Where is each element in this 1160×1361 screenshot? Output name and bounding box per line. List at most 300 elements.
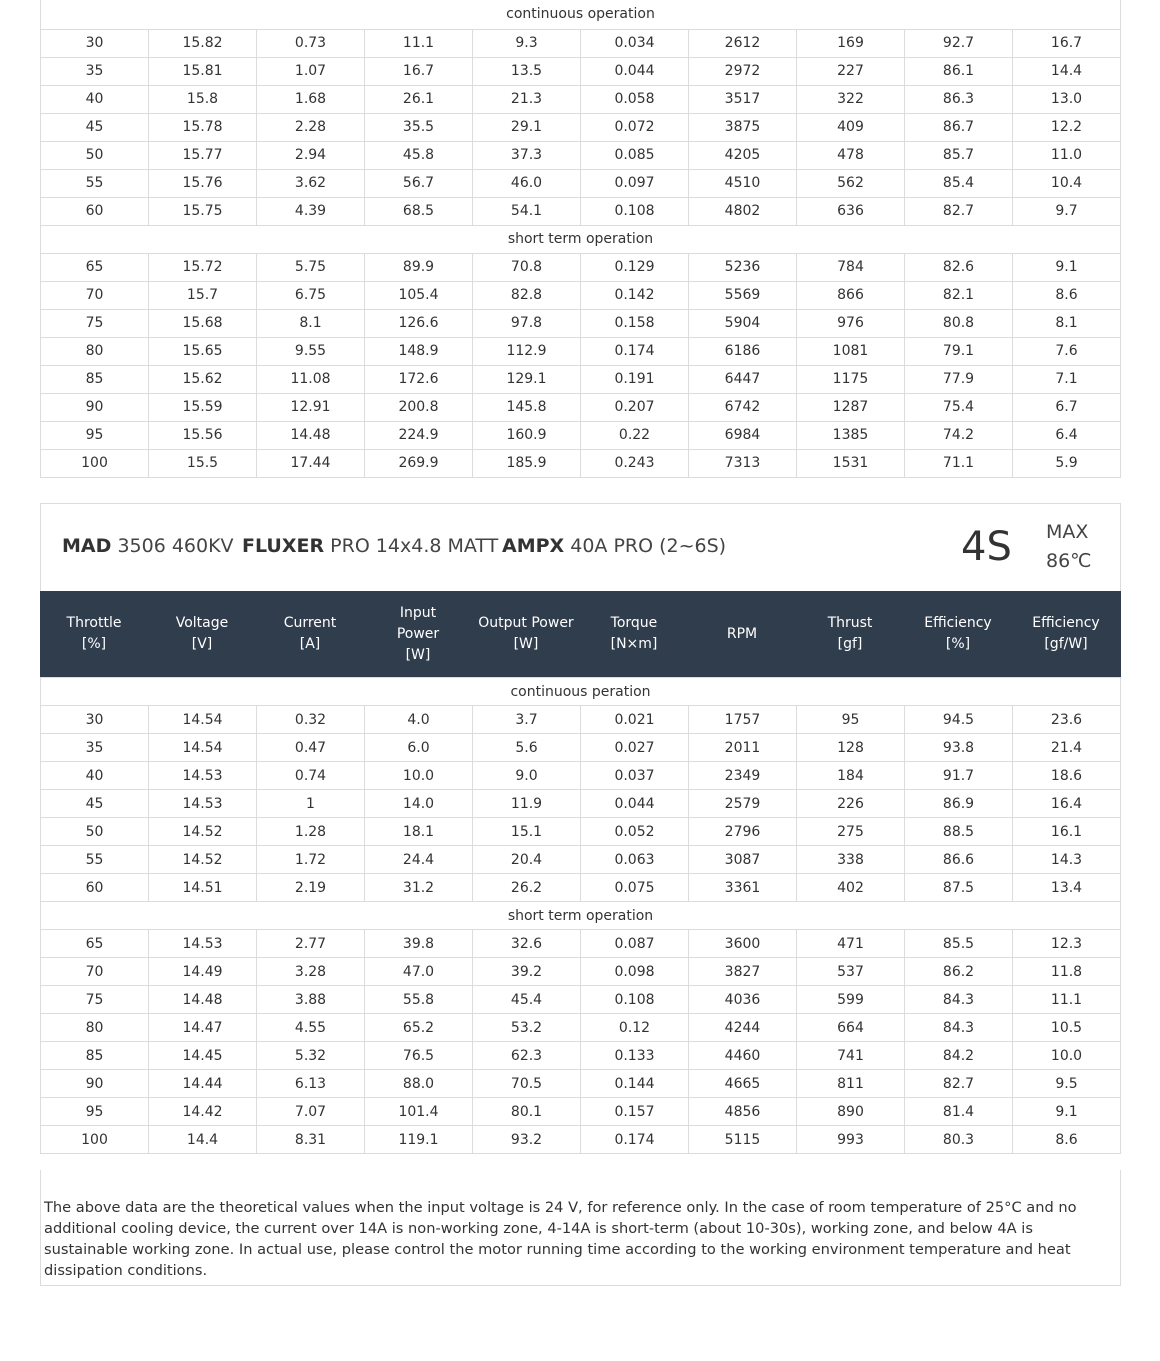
table-row [41,197,1121,225]
table-cell: 35 [41,57,149,85]
max-label: MAX [1046,521,1089,543]
table-cell: 0.052 [581,818,689,846]
table-cell: 20.4 [473,846,581,874]
table-cell: 2.19 [257,874,365,902]
table-cell: 0.085 [581,141,689,169]
table-row [41,253,1121,281]
table-cell: 15.62 [149,365,257,393]
table-cell: 54.1 [473,197,581,225]
col-header-torque: Torque [N×m] [610,615,658,652]
table-cell: 14.49 [149,958,257,986]
table-cell: 8.6 [1013,1126,1121,1154]
table-cell: 2349 [689,762,797,790]
table-row [41,449,1121,477]
section-label: continuous operation [41,0,1121,29]
table-cell: 31.2 [365,874,473,902]
table-cell: 14.48 [257,421,365,449]
table-cell: 39.8 [365,930,473,958]
table-cell: 65 [41,253,149,281]
table-cell: 82.8 [473,281,581,309]
table-cell: 1.07 [257,57,365,85]
table-cell: 1.68 [257,85,365,113]
table-cell: 0.034 [581,29,689,57]
table-cell: 4665 [689,1070,797,1098]
table-cell: 4510 [689,169,797,197]
table-cell: 37.3 [473,141,581,169]
table-cell: 322 [797,85,905,113]
table-cell: 0.73 [257,29,365,57]
prop-model: PRO 14x4.8 MATT [330,535,499,557]
table-row [41,1042,1121,1070]
table-cell: 14.54 [149,734,257,762]
table-cell: 8.31 [257,1126,365,1154]
table-cell: 80 [41,1014,149,1042]
max-temperature [1046,518,1092,576]
col-header-voltage: Voltage [V] [175,615,229,652]
table-cell: 2011 [689,734,797,762]
table-cell: 15.76 [149,169,257,197]
table-cell: 0.174 [581,337,689,365]
table-cell: 7.07 [257,1098,365,1126]
table-cell: 0.063 [581,846,689,874]
table-cell: 471 [797,930,905,958]
table-row [41,958,1121,986]
table-cell: 95 [41,421,149,449]
propeller-spec [242,535,498,557]
table-cell: 75 [41,986,149,1014]
table-cell: 2.77 [257,930,365,958]
col-header-rpm: RPM [726,625,758,642]
table-cell: 15.81 [149,57,257,85]
table-cell: 14.47 [149,1014,257,1042]
battery-cells: 4S [961,524,1012,570]
table-cell: 9.0 [473,762,581,790]
table-cell: 6984 [689,421,797,449]
table-cell: 11.0 [1013,141,1121,169]
table-cell: 45.8 [365,141,473,169]
table-cell: 21.4 [1013,734,1121,762]
table-cell: 14.52 [149,818,257,846]
table-row [41,113,1121,141]
table-cell: 664 [797,1014,905,1042]
table-row [41,1126,1121,1154]
table-cell: 86.7 [905,113,1013,141]
col-header-efficiency-gfw: Efficiency [gf/W] [1032,615,1100,652]
table-cell: 93.8 [905,734,1013,762]
table-cell: 172.6 [365,365,473,393]
table-cell: 3.62 [257,169,365,197]
table-cell: 0.108 [581,986,689,1014]
table-cell: 275 [797,818,905,846]
table-cell: 4036 [689,986,797,1014]
table-cell: 11.9 [473,790,581,818]
top-table [40,0,1121,478]
table-cell: 1385 [797,421,905,449]
table-cell: 11.1 [365,29,473,57]
table-cell: 14.4 [149,1126,257,1154]
table-cell: 0.157 [581,1098,689,1126]
table-cell: 15.68 [149,309,257,337]
table-cell: 81.4 [905,1098,1013,1126]
table-cell: 55 [41,846,149,874]
footnote [40,1170,1121,1286]
table-cell: 80.1 [473,1098,581,1126]
table-cell: 100 [41,1126,149,1154]
table-cell: 993 [797,1126,905,1154]
table-cell: 12.91 [257,393,365,421]
table-cell: 4856 [689,1098,797,1126]
table-cell: 6186 [689,337,797,365]
table-cell: 74.2 [905,421,1013,449]
table-row [41,986,1121,1014]
table-cell: 32.6 [473,930,581,958]
section-label: short term operation [41,225,1121,253]
table-cell: 40 [41,85,149,113]
table-cell: 2579 [689,790,797,818]
table-cell: 56.7 [365,169,473,197]
table-cell: 3087 [689,846,797,874]
table-cell: 80.3 [905,1126,1013,1154]
table-cell: 0.021 [581,706,689,734]
table-cell: 0.74 [257,762,365,790]
table-cell: 55.8 [365,986,473,1014]
table-cell: 65 [41,930,149,958]
table-cell: 21.3 [473,85,581,113]
table-cell: 1 [257,790,365,818]
table-cell: 2612 [689,29,797,57]
table-cell: 5.75 [257,253,365,281]
table-cell: 0.075 [581,874,689,902]
table-row [41,818,1121,846]
col-header-thrust: Thrust [gf] [827,615,873,652]
table-cell: 402 [797,874,905,902]
table-cell: 0.142 [581,281,689,309]
table-cell: 75 [41,309,149,337]
table-cell: 409 [797,113,905,141]
table-cell: 269.9 [365,449,473,477]
top-table-body [41,0,1121,477]
table-cell: 15.56 [149,421,257,449]
table-cell: 85 [41,1042,149,1070]
table-cell: 70 [41,281,149,309]
table-cell: 0.158 [581,309,689,337]
table-cell: 0.243 [581,449,689,477]
table-cell: 10.5 [1013,1014,1121,1042]
table-cell: 14.3 [1013,846,1121,874]
col-header-current: Current [A] [283,615,337,652]
table-cell: 79.1 [905,337,1013,365]
table-cell: 6.13 [257,1070,365,1098]
table-cell: 105.4 [365,281,473,309]
column-header-bar [40,591,1121,677]
table-cell: 3517 [689,85,797,113]
table-cell: 14.45 [149,1042,257,1070]
table-cell: 68.5 [365,197,473,225]
table-cell: 0.044 [581,57,689,85]
table-cell: 1.28 [257,818,365,846]
table-cell: 9.55 [257,337,365,365]
bottom-test-table [40,677,1121,1154]
table-cell: 92.7 [905,29,1013,57]
table-cell: 14.0 [365,790,473,818]
table-cell: 0.22 [581,421,689,449]
table-cell: 10.0 [1013,1042,1121,1070]
table-row [41,790,1121,818]
table-cell: 0.072 [581,113,689,141]
table-cell: 15.75 [149,197,257,225]
table-cell: 562 [797,169,905,197]
table-cell: 14.42 [149,1098,257,1126]
table-cell: 2.94 [257,141,365,169]
table-cell: 13.4 [1013,874,1121,902]
table-cell: 47.0 [365,958,473,986]
table-cell: 0.47 [257,734,365,762]
table-row [41,365,1121,393]
motor-model: 3506 460KV [117,535,234,557]
prop-brand: FLUXER [242,535,325,557]
table-cell: 75.4 [905,393,1013,421]
table-row [41,734,1121,762]
table-cell: 129.1 [473,365,581,393]
bottom-table-body [41,678,1121,1154]
table-cell: 4460 [689,1042,797,1070]
section-row-short-term [41,902,1121,930]
table-cell: 0.044 [581,790,689,818]
table-cell: 30 [41,29,149,57]
table-cell: 4.0 [365,706,473,734]
table-cell: 16.4 [1013,790,1121,818]
table-cell: 35.5 [365,113,473,141]
table-cell: 0.108 [581,197,689,225]
table-cell: 80.8 [905,309,1013,337]
table-cell: 0.037 [581,762,689,790]
table-cell: 338 [797,846,905,874]
table-cell: 14.48 [149,986,257,1014]
table-cell: 4205 [689,141,797,169]
table-cell: 82.7 [905,1070,1013,1098]
table-cell: 84.3 [905,1014,1013,1042]
table-cell: 478 [797,141,905,169]
table-cell: 3.88 [257,986,365,1014]
table-cell: 15.72 [149,253,257,281]
table-cell: 160.9 [473,421,581,449]
table-cell: 0.129 [581,253,689,281]
table-cell: 14.4 [1013,57,1121,85]
table-cell: 50 [41,818,149,846]
section-row-continuous [41,0,1121,29]
section-label: continuous peration [41,678,1121,706]
table-cell: 50 [41,141,149,169]
table-cell: 46.0 [473,169,581,197]
table-cell: 15.5 [149,449,257,477]
table-cell: 82.7 [905,197,1013,225]
table-cell: 128 [797,734,905,762]
table-cell: 184 [797,762,905,790]
table-cell: 5569 [689,281,797,309]
table-cell: 15.77 [149,141,257,169]
table-cell: 0.133 [581,1042,689,1070]
table-cell: 0.087 [581,930,689,958]
table-cell: 18.1 [365,818,473,846]
table-cell: 40 [41,762,149,790]
table-cell: 8.1 [257,309,365,337]
table-cell: 18.6 [1013,762,1121,790]
table-cell: 11.8 [1013,958,1121,986]
table-cell: 4.55 [257,1014,365,1042]
col-header-efficiency-percent: Efficiency [%] [924,615,992,652]
table-cell: 3.28 [257,958,365,986]
table-cell: 890 [797,1098,905,1126]
table-cell: 200.8 [365,393,473,421]
table-cell: 94.5 [905,706,1013,734]
table-cell: 4244 [689,1014,797,1042]
table-cell: 100 [41,449,149,477]
table-cell: 86.2 [905,958,1013,986]
table-cell: 4802 [689,197,797,225]
table-cell: 97.8 [473,309,581,337]
table-cell: 599 [797,986,905,1014]
table-cell: 88.5 [905,818,1013,846]
table-row [41,29,1121,57]
table-row [41,141,1121,169]
table-cell: 11.08 [257,365,365,393]
table-cell: 85.4 [905,169,1013,197]
table-cell: 14.53 [149,930,257,958]
top-test-table [40,0,1121,478]
section-label: short term operation [41,902,1121,930]
table-row [41,1014,1121,1042]
table-cell: 89.9 [365,253,473,281]
table-cell: 3361 [689,874,797,902]
table-cell: 119.1 [365,1126,473,1154]
motor-spec [62,535,234,557]
table-cell: 90 [41,393,149,421]
table-cell: 0.144 [581,1070,689,1098]
table-cell: 16.7 [1013,29,1121,57]
col-header-throttle: Throttle [%] [66,615,122,652]
table-cell: 14.53 [149,762,257,790]
table-cell: 23.6 [1013,706,1121,734]
table-cell: 6.7 [1013,393,1121,421]
section-row-continuous [41,678,1121,706]
table-row [41,85,1121,113]
table-cell: 15.1 [473,818,581,846]
table-cell: 80 [41,337,149,365]
table-cell: 8.6 [1013,281,1121,309]
table-cell: 26.1 [365,85,473,113]
table-cell: 2796 [689,818,797,846]
table-cell: 1531 [797,449,905,477]
table-cell: 0.191 [581,365,689,393]
table-cell: 101.4 [365,1098,473,1126]
table-cell: 9.7 [1013,197,1121,225]
table-cell: 784 [797,253,905,281]
table-cell: 45 [41,790,149,818]
table-cell: 1757 [689,706,797,734]
table-cell: 14.51 [149,874,257,902]
table-cell: 13.5 [473,57,581,85]
table-cell: 9.3 [473,29,581,57]
table-cell: 3827 [689,958,797,986]
table-cell: 6447 [689,365,797,393]
footnote-text: The above data are the theoretical values when the input voltage is 24 V, for reference only. In the case of room temperature of 25°C and no additional cooling device, the current over 14A is non-working zone, 4-14A is short-term (about 10-30s), working zone, and below 4A is sustainable working zone. In actual use, please control the motor running time according to the working environment temperature and heat dissipation conditions. [44,1199,1077,1279]
table-cell: 85 [41,365,149,393]
table-cell: 60 [41,197,149,225]
table-cell: 5115 [689,1126,797,1154]
table-cell: 537 [797,958,905,986]
table-cell: 15.65 [149,337,257,365]
col-header-input-power: Input Power [W] [396,604,440,663]
table-cell: 2972 [689,57,797,85]
table-cell: 45.4 [473,986,581,1014]
table-cell: 82.6 [905,253,1013,281]
table-cell: 12.2 [1013,113,1121,141]
table-cell: 15.78 [149,113,257,141]
table-cell: 1081 [797,337,905,365]
table-cell: 70 [41,958,149,986]
table-cell: 15.8 [149,85,257,113]
table-cell: 112.9 [473,337,581,365]
table-cell: 85.5 [905,930,1013,958]
section-row-short-term [41,225,1121,253]
table-cell: 5236 [689,253,797,281]
table-cell: 5.9 [1013,449,1121,477]
table-cell: 636 [797,197,905,225]
table-cell: 0.058 [581,85,689,113]
table-cell: 9.5 [1013,1070,1121,1098]
table-cell: 227 [797,57,905,85]
table-cell: 77.9 [905,365,1013,393]
table-cell: 185.9 [473,449,581,477]
table-cell: 95 [797,706,905,734]
table-cell: 76.5 [365,1042,473,1070]
table-cell: 1.72 [257,846,365,874]
table-cell: 10.0 [365,762,473,790]
table-cell: 0.097 [581,169,689,197]
table-cell: 90 [41,1070,149,1098]
table-cell: 65.2 [365,1014,473,1042]
table-cell: 15.82 [149,29,257,57]
table-cell: 60 [41,874,149,902]
table-cell: 5904 [689,309,797,337]
table-cell: 7.1 [1013,365,1121,393]
table-cell: 0.027 [581,734,689,762]
table-cell: 71.1 [905,449,1013,477]
table-cell: 4.39 [257,197,365,225]
col-header-output-power: Output Power [W] [478,615,574,652]
table-cell: 26.2 [473,874,581,902]
table-cell: 29.1 [473,113,581,141]
table-cell: 45 [41,113,149,141]
table-cell: 6.0 [365,734,473,762]
table-cell: 24.4 [365,846,473,874]
table-cell: 39.2 [473,958,581,986]
table-cell: 86.3 [905,85,1013,113]
table-cell: 7.6 [1013,337,1121,365]
table-cell: 5.6 [473,734,581,762]
table-cell: 3.7 [473,706,581,734]
table-cell: 976 [797,309,905,337]
table-cell: 30 [41,706,149,734]
table-cell: 169 [797,29,905,57]
table-cell: 84.2 [905,1042,1013,1070]
table-cell: 84.3 [905,986,1013,1014]
table-cell: 95 [41,1098,149,1126]
table-cell: 85.7 [905,141,1013,169]
table-cell: 8.1 [1013,309,1121,337]
table-cell: 12.3 [1013,930,1121,958]
table-cell: 15.7 [149,281,257,309]
